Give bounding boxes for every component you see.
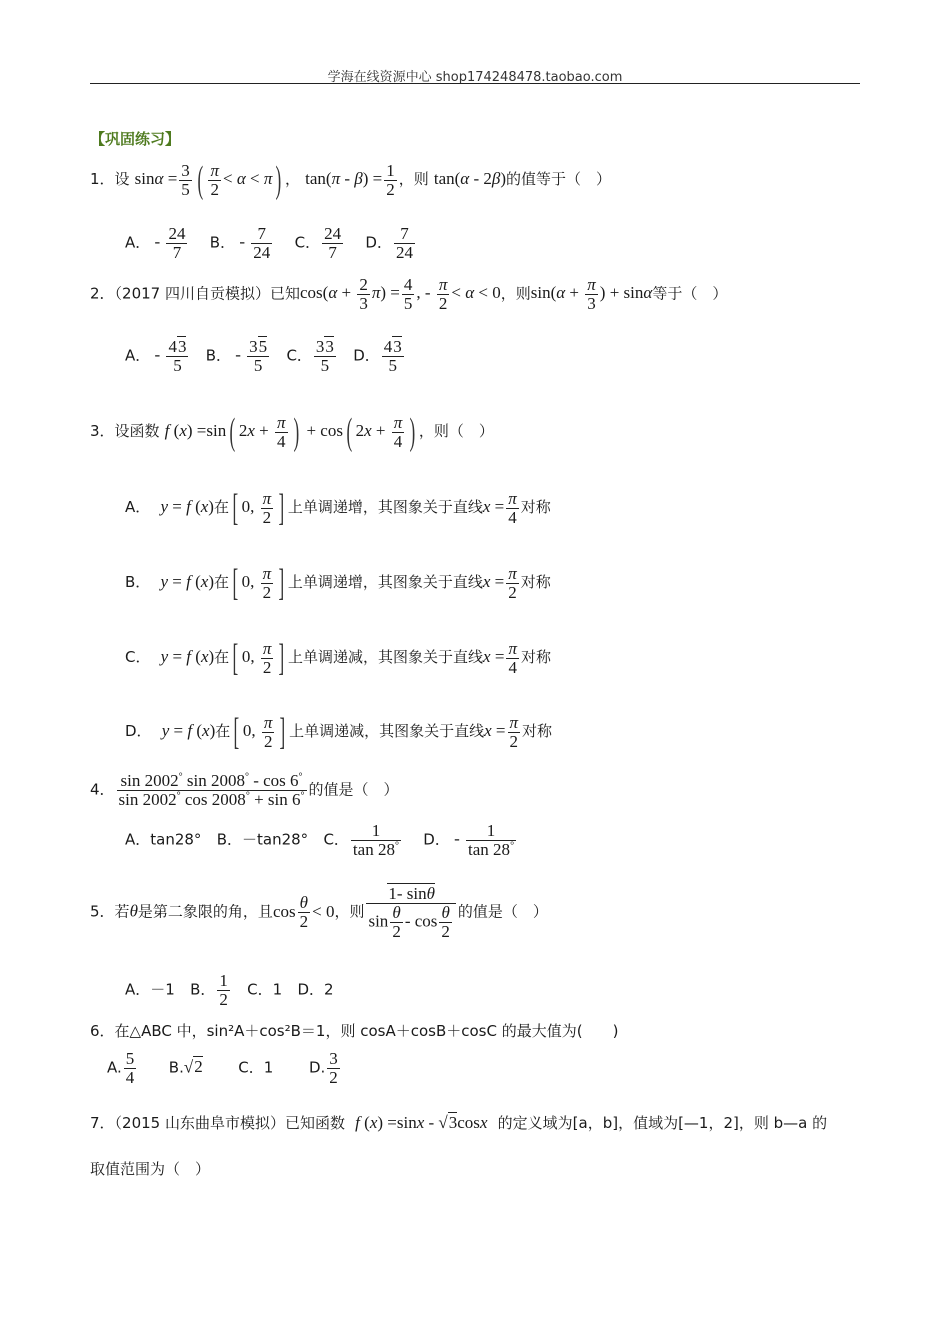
q1-options: A． - $\frac{24}{7}$ B． - $\frac{7}{24}$ C． $\frac{24}{7}$ D． $\frac{7}{24}$ [125, 224, 413, 262]
q6-options: A. $\frac{5}{4}$ B.√2 C．1 D. $\frac{3}{2}$ [107, 1049, 338, 1087]
q3-option-b: B． y = f (x)在[ 0, $\frac{\pi}{2}$ ] 上单调递增，其图象关于直线x = $\frac{\pi}{2}$ 对称 [125, 562, 551, 604]
q7-line2: 取值范围为（ ） [90, 1160, 211, 1178]
section-title: 【巩固练习】 [90, 130, 181, 148]
question-5: 5．若θ是第二象限的角，且cos $\frac{\theta}{2}$ < 0，则 1- sinθ sin $\frac{\theta}{2}$ - cos $\frac{\theta}{2}$ 的值是（ ） [90, 884, 548, 941]
q3-option-d: D． y = f (x)在[ 0, $\frac{\pi}{2}$ ] 上单调递减，其图象关于直线x = $\frac{\pi}{2}$ 对称 [125, 711, 553, 753]
question-7: 7．（2015 山东曲阜市模拟）已知函数 f (x) =sinx - √3cosx 的定义域为[a，b]，值域为[—1，2]，则 b—a 的 [90, 1113, 828, 1132]
q3-option-c: C． y = f (x)在[ 0, $\frac{\pi}{2}$ ] 上单调递减，其图象关于直线x = $\frac{\pi}{4}$ 对称 [125, 637, 551, 679]
question-3: 3．设函数 f (x) =sin( 2x + $\frac{\pi}{4}$ ) + cos( 2x + $\frac{\pi}{4}$ ) ，则（ ） [90, 411, 494, 453]
header-rule [90, 83, 860, 84]
question-4: 4． $\frac{\sin 2002^\circ \sin 2008^\circ - \cos 6^\circ}{\sin 2002^\circ \cos 2008^\circ + \sin 6^\circ}$ 的值是（ ） [90, 771, 399, 809]
q2-options: A． - $\frac{43}{5}$ B． - $\frac{35}{5}$ C． $\frac{33}{5}$ D． $\frac{43}{5}$ [125, 337, 402, 375]
q5-options: A．－1 B． $\frac{1}{2}$ C．1 D．2 [125, 971, 334, 1009]
page-header: 学海在线资源中心 shop174248478.taobao.com [327, 70, 623, 85]
question-6: 6．在△ABC 中，sin²A＋cos²B＝1，则 cosA＋cosB＋cosC 的最大值为( ) [90, 1022, 619, 1040]
q1-formula: sinα = $\frac{3}{5}$ ( $\frac{\pi}{2}$ < α < π) [134, 159, 282, 201]
question-1: 1．设 sinα = $\frac{3}{5}$ ( $\frac{\pi}{2}$ < α < π) ， tan(π - β) = $\frac{1}{2}$ ，则 tan(α - 2β)的值等于（ ） [90, 159, 612, 201]
q4-options: A．tan28° B．－tan28° C． $\frac{1}{\tan 28^\circ}$ D． - $\frac{1}{\tan 28^\circ}$ [125, 821, 515, 859]
q1-number: 1． [90, 169, 115, 188]
question-2: 2．（2017 四川自贡模拟）已知cos(α + $\frac{2}{3}$ π) = $\frac{4}{5}$ , - $\frac{\pi}{2}$ < α < 0，则sin(α + $\frac{\pi}{3}$ ) + sinα等于（ ） [90, 275, 728, 313]
q3-option-a: A． y = f (x)在[ 0, $\frac{\pi}{2}$ ] 上单调递增，其图象关于直线x = $\frac{\pi}{4}$ 对称 [125, 487, 551, 529]
